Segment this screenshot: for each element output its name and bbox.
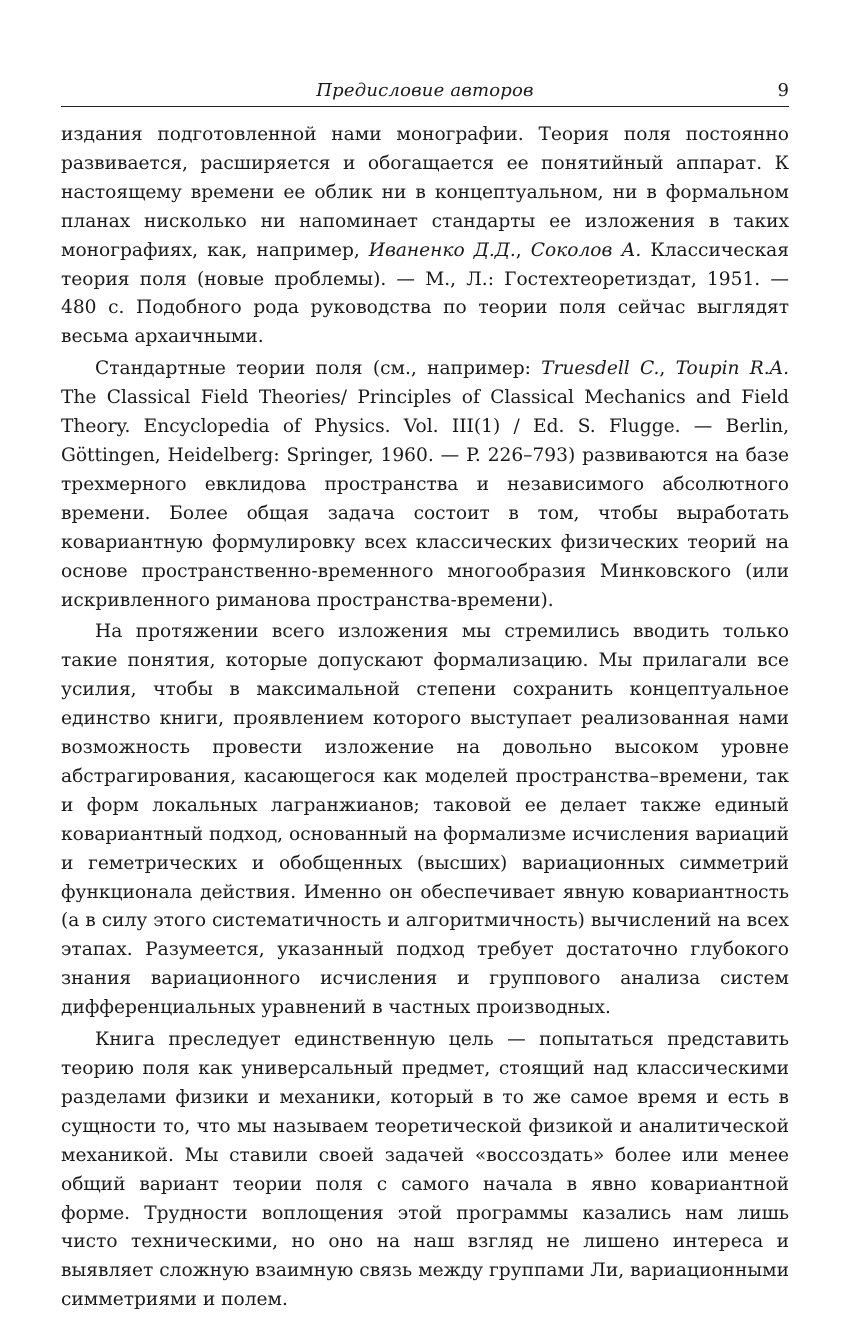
author-citation: Иваненко Д.Д. — [368, 239, 516, 261]
paragraph-2 — [61, 355, 789, 615]
paragraph-2-text: The Classical Field Theories/ Principles of Classical Mechanics and Field Theory. Encyclopedia of Physics. Vol. III(1) / Ed. S. Flugge. — Berlin, Göttingen, Heidelberg: Springer, 1960. — P. 226–793) развиваются на базе трехмерного евклидова пространства и независимого абсолютного времени. Более общая задача состоит в том, чтобы выработать ковариантную формулировку всех классических физических теорий на основе пространственно-временного многообразия Минковского (или искривленного риманова пространства-времени). — [61, 387, 789, 611]
paragraph-1-text: издания подготовленной нами монографии. Теория поля постоянно развивается, расширяется и обогащается ее понятийный аппарат. К настоящему времени ее облик ни в концептуальном, ни в формальном планах нисколько ни напоминает стандарты ее изложения в таких монографиях, как, например, — [61, 124, 789, 261]
running-title: Предисловие авторов — [316, 80, 534, 101]
paragraph-2-text: , — [659, 358, 676, 380]
paragraph-1-text: , — [515, 239, 531, 261]
paragraph-4 — [61, 1026, 789, 1315]
paragraph-4-text: Книга преследует единственную цель — попытаться представить теорию поля как универсальный предмет, стоящий над классическими разделами физики и механики, который в то же самое время и есть в сущности то, что мы называем теоретической физикой и аналитической механикой. Мы ставили своей задачей «воссоздать» более или менее общий вариант теории поля с самого начала в явно ковариантной форме. Трудности воплощения этой программы казались нам лишь чисто техническими, но оно на наш взгляд не лишено интереса и выявляет сложную взаимную связь между группами Ли, вариационными симметриями и полем. — [61, 1029, 789, 1311]
running-head — [61, 76, 789, 107]
author-citation: Truesdell C. — [541, 358, 660, 380]
paragraph-3-text: На протяжении всего изложения мы стремились вводить только такие понятия, которые допускают формализацию. Мы прилагали все усилия, чтобы в максимальной степени сохранить концептуальное единство книги, проявлением которого выступает реализованная нами возможность провести изложение на довольно высоком уровне абстрагирования, касающегося как моделей пространства–времени, так и форм локальных лагранжианов; таковой ее делает также единый ковариантный подход, основанный на формализме исчисления вариаций и геметрических и обобщенных (высших) вариационных симметрий функционала действия. Именно он обеспечивает явную ковариантность (а в силу этого систематичность и алгоритмичность) вычислений на всех этапах. Разумеется, указанный подход требует достаточно глубокого знания вариационного исчисления и группового анализа систем дифференциальных уравнений в частных производных. — [61, 621, 789, 1019]
body-text — [61, 121, 789, 1315]
paragraph-1-text: Классическая теория поля (новые проблемы). — М., Л.: Гостехтеоретиздат, 1951. — 480 с. Подобного рода руководства по теории поля сейчас выглядят весьма архаичными. — [61, 239, 789, 348]
paragraph-1 — [61, 121, 789, 352]
paragraph-3 — [61, 618, 789, 1023]
page-number: 9 — [777, 80, 789, 101]
author-citation: Соколов А. — [530, 239, 642, 261]
book-page — [61, 76, 789, 1315]
author-citation: Toupin R.A. — [675, 358, 789, 380]
paragraph-2-text: Стандартные теории поля (см., например: — [95, 358, 542, 380]
